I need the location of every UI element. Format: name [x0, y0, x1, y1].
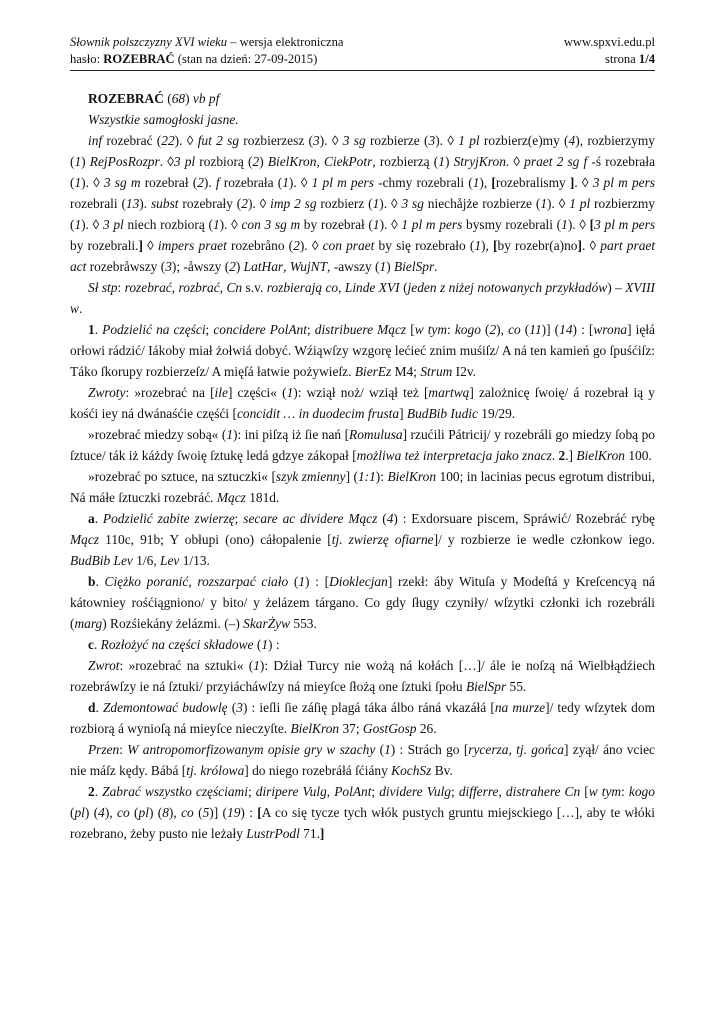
- header-divider: [70, 70, 655, 71]
- entry-paragraph: c. Rozłożyć na części składowe (1) :: [88, 637, 280, 652]
- entry-paragraph: »rozebrać miedzy sobą« (1): ini piſzą iż ſie nań [Romulusa] rzućili Pátricij/ y rozebráli go miedzy ſobą po ſztuce/ ták iż káżdy ſwoię ſztukę ledá gdzye zákopał [możliwa też interpretacja jako znacz. 2.] BielKron 100.: [70, 427, 655, 463]
- entry-paragraph: inf rozebrać (22). ◊ fut 2 sg rozbierzesz (3). ◊ 3 sg rozbierze (3). ◊ 1 pl rozbierz(e)my (4), rozbierzymy (1) RejPosRozpr. ◊3 pl rozbiorą (2) BielKron, CiekPotr, rozbierzą (1) StryjKron. ◊ praet 2 sg f -ś rozebrała (1). ◊ 3 sg m rozebrał (2). f rozebrała (1). ◊ 1 pl m pers -chmy rozebrali (1), [rozebralismy ]. ◊ 3 pl m pers rozebrali (13). subst rozebrały (2). ◊ imp 2 sg rozbierz (1). ◊ 3 sg niechåjże rozbierze (1). ◊ 1 pl rozbierzmy (1). ◊ 3 pl niech rozbiorą (1). ◊ con 3 sg m by rozebrał (1). ◊ 1 pl m pers bysmy rozebrali (1). ◊ [3 pl m pers by rozebrali.] ◊ impers praet rozebråno (2). ◊ con praet by się rozebrało (1), [by rozebr(a)no]. ◊ part praet act rozebråwszy (3); -åwszy (2) LatHar, WujNT, -awszy (1) BielSpr.: [70, 133, 656, 274]
- entry-paragraph: ROZEBRAĆ (68) vb pf: [88, 91, 220, 106]
- entry-paragraph: Wszystkie samogłoski jasne.: [88, 112, 239, 127]
- page-number: 1/4: [638, 51, 655, 66]
- entry-paragraph: Sł stp: rozebrać, rozbrać, Cn s.v. rozbierają co, Linde XVI (jeden z niżej notowanych przykładów) – XVIII w.: [70, 280, 655, 316]
- entry-label: hasło:: [70, 51, 104, 66]
- entry-body: [70, 88, 655, 844]
- site-url[interactable]: www.spxvi.edu.pl: [563, 35, 655, 49]
- entry-date: (stan na dzień: 27-09-2015): [174, 51, 318, 66]
- entry-headword: ROZEBRAĆ: [103, 51, 175, 66]
- entry-info: [70, 51, 317, 68]
- entry-paragraph: 1. Podzielić na części; concidere PolAnt; distribuere Mącz [w tym: kogo (2), co (11)] (14) : [wrona] ięłá orłowi rádzić/ Iákoby miał żołwiá dobyć. Wźiąwſzy wzgorę lećieć znim muśiſz/ A ná ten kamień go ſpuśćiſz: Táko ſkorupy rozbierzeſz/ A mięſá łatwie pożywieſz. BierEz M4; Strum I2v.: [70, 322, 655, 379]
- dictionary-version: – wersja elektroniczna: [227, 35, 344, 49]
- entry-paragraph: d. Zdemontować budowlę (3) : ieſli ſie záſię plagá táka álbo ráná vkazáłá [na murze]/ tedy wſzytek dom rozbiorą á wynioſą ná mieyſce nieczyſte. BielKron 37; GostGosp 26.: [70, 700, 655, 736]
- page-label: strona: [604, 51, 639, 66]
- entry-paragraph: Zwroty: »rozebrać na [ile] części« (1): wziął noż/ wziął też [martwą] zalożnicę ſwoię/ á rozebrał ią y kośći iey ná dwánaśćie częśći [concidit … in duodecim frusta] BudBib Iudic 19/29.: [70, 385, 655, 421]
- header-row-1: [70, 34, 655, 51]
- page-indicator: [605, 51, 655, 68]
- entry-paragraph: 2. Zabrać wszystko częściami; diripere Vulg, PolAnt; dividere Vulg; differre, distrahere Cn [w tym: kogo (pl) (4), co (pl) (8), co (5)] (19) : [A co się tycze tych włók pustych gruntu miejsckiego […], aby te włóki rozebrano, żeby pusto nie leżały LustrPodl 71.]: [70, 784, 656, 841]
- dictionary-name: Słownik polszczyzny XVI wieku: [70, 35, 228, 49]
- page-header: [70, 34, 655, 71]
- entry-paragraph: Przen: W antropomorfizowanym opisie gry w szachy (1) : Strách go [rycerza, tj. gońca] zyął/ áno vciec nie máſz kędy. Bábá [tj. królowa] do niego rozebráłá ſćiány KochSz Bv.: [70, 742, 655, 778]
- header-row-2: [70, 51, 655, 68]
- entry-paragraph: b. Ciężko poranić, rozszarpać ciało (1) : [Dioklecjan] rzekł: áby Wituſa y Modeſtá y Kreſcencyą ná kátowniey rośćiągniono/ y bito/ y żelázem tárgano. Co gdy ſługy czyniły/ wſzytki członki ich rozebráli (marg) Rozśiekány żelázmi. (–) SkarŻyw 553.: [70, 574, 656, 631]
- entry-paragraph: Zwrot: »rozebrać na sztuki« (1): Dźiał Turcy nie wożą ná kołách […]/ ále ie noſzą ná Wielbłądźiech rozebráwſzy ie ná ſztuki/ przyiácháwſzy ná mieyſce ſłożą one ſztuki ſpołu BielSpr 55.: [70, 658, 655, 694]
- dictionary-title: [70, 34, 343, 51]
- entry-paragraph: a. Podzielić zabite zwierzę; secare ac dividere Mącz (4) : Exdorsuare piscem, Spráwić/ Rozebráć rybę Mącz 110c, 91b; Y obłupi (ono) cáłopalenie [tj. zwierzę ofiarne]/ y rozbierze ie wedle członkow iego. BudBib Lev 1/6, Lev 1/13.: [70, 511, 655, 568]
- entry-paragraph: »rozebrać po sztuce, na sztuczki« [szyk zmienny] (1:1): BielKron 100; in lacinias pecus egrotum distribui, Ná máłe ſztuczki rozebráć. Mącz 181d.: [70, 469, 655, 505]
